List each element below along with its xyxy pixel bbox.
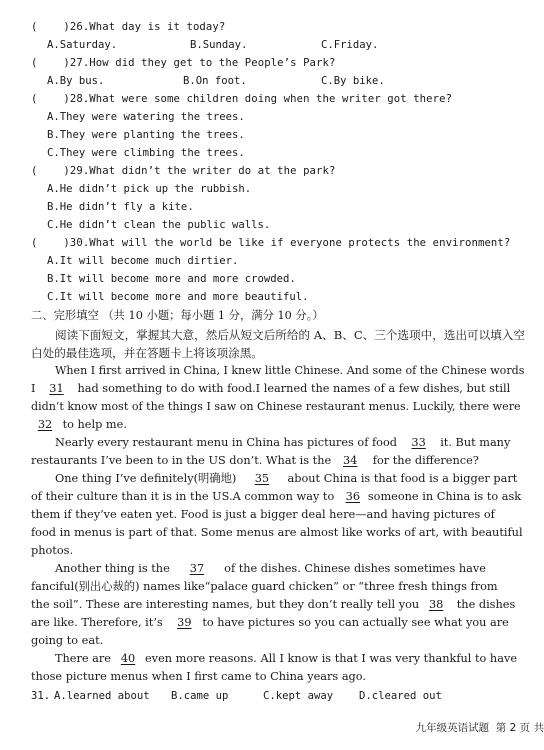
blank-37: 37 bbox=[189, 562, 205, 575]
instruction-line-2: 白处的最佳选项，并在答题卡上将该项涂黑。 bbox=[31, 346, 263, 360]
passage-line: them if they’ve eaten yet. Food is just a bigger deal here—and having pictures of bbox=[31, 508, 495, 521]
passage-text: someone in China is to ask bbox=[367, 490, 522, 503]
blank-32: 32 bbox=[37, 418, 53, 431]
blank-33: 33 bbox=[411, 436, 426, 449]
q27-option-b: B.On foot. bbox=[183, 75, 247, 87]
blank-34: 34 bbox=[343, 454, 358, 467]
instruction-line-1: 阅读下面短文，掌握其大意，然后从短文后所给的 A、B、C、三个选项中，选出可以填入空 bbox=[55, 328, 526, 342]
passage-line: photos. bbox=[31, 544, 74, 557]
passage-text: to have pictures so you can actually see what you are bbox=[202, 616, 509, 629]
q31-option-a: A.learned about bbox=[54, 690, 150, 702]
q28-option-b: B.They were planting the trees. bbox=[47, 129, 245, 141]
q30-option-a: A.It will become much dirtier. bbox=[47, 255, 239, 267]
q27-option-c: C.By bike. bbox=[321, 75, 385, 87]
q30-option-c: C.It will become more and more beautiful. bbox=[47, 291, 309, 303]
passage-text: restaurants I’ve been to in the US don’t. What is the bbox=[31, 454, 332, 467]
blank-36: 36 bbox=[345, 490, 361, 503]
q26-option-b: B.Sunday. bbox=[190, 39, 248, 51]
q27-option-a: A.By bus. bbox=[47, 75, 105, 87]
passage-text: Nearly every restaurant menu in China has pictures of food bbox=[55, 436, 397, 449]
passage-text: Another thing is the bbox=[55, 562, 170, 575]
question-28-stem: ( )28.What were some children doing when the writer got there? bbox=[31, 93, 453, 105]
passage-line: food in menus is part of that. Some menus are almost like works of art, with beautiful bbox=[31, 526, 523, 539]
passage-text: the dishes bbox=[456, 598, 516, 611]
passage-line bbox=[31, 598, 515, 612]
passage-text: to help me. bbox=[62, 418, 127, 431]
page-footer: 九年级英语试题 第 2 页 共 bbox=[415, 722, 544, 734]
passage-text: for the difference? bbox=[372, 454, 479, 467]
passage-line bbox=[31, 490, 521, 504]
passage-text: There are bbox=[55, 652, 111, 665]
q31-option-d: D.cleared out bbox=[359, 690, 442, 702]
passage-line bbox=[55, 562, 486, 576]
q26-option-a: A.Saturday. bbox=[47, 39, 118, 51]
passage-text: the soil”. These are interesting names, but they don’t really tell you bbox=[31, 598, 420, 611]
passage-line: didn’t know most of the things I saw on Chinese restaurant menus. Luckily, there were bbox=[31, 400, 521, 413]
blank-31: 31 bbox=[49, 382, 64, 395]
section-heading: 二、完形填空 （共 10 小题；每小题 1 分，满分 10 分。） bbox=[31, 309, 324, 322]
q31-option-c: C.kept away bbox=[263, 690, 334, 702]
passage-text: even more reasons. All I know is that I was very thankful to have bbox=[145, 652, 518, 665]
passage-line bbox=[31, 616, 509, 630]
passage-text: of their culture than it is in the US.A common way to bbox=[31, 490, 335, 503]
blank-40: 40 bbox=[120, 652, 136, 665]
passage-text: are like. Therefore, it’s bbox=[31, 616, 163, 629]
passage-line: going to eat. bbox=[31, 634, 104, 647]
q29-option-c: C.He didn’t clean the public walls. bbox=[47, 219, 271, 231]
q28-option-c: C.They were climbing the trees. bbox=[47, 147, 245, 159]
q29-option-a: A.He didn’t pick up the rubbish. bbox=[47, 183, 252, 195]
question-26-stem: ( )26.What day is it today? bbox=[31, 21, 226, 33]
passage-text: of the dishes. Chinese dishes sometimes have bbox=[224, 562, 486, 575]
question-29-stem: ( )29.What didn’t the writer do at the park? bbox=[31, 165, 336, 177]
blank-35: 35 bbox=[254, 472, 270, 485]
passage-line bbox=[31, 454, 479, 468]
question-27-stem: ( )27.How did they get to the People’s Park? bbox=[31, 57, 336, 69]
q31-option-b: B.came up bbox=[171, 690, 229, 702]
passage-text: I bbox=[31, 382, 36, 395]
passage-text: it. But many bbox=[440, 436, 511, 449]
q26-option-c: C.Friday. bbox=[321, 39, 379, 51]
passage-text: had something to do with food.I learned the names of a few dishes, but still bbox=[77, 382, 511, 395]
passage-line: those picture menus when I first came to China years ago. bbox=[31, 670, 366, 683]
passage-line bbox=[55, 652, 517, 666]
q29-option-b: B.He didn’t fly a kite. bbox=[47, 201, 194, 213]
q31-number: 31. bbox=[31, 690, 51, 702]
passage-line: When I first arrived in China, I knew little Chinese. And some of the Chinese words bbox=[55, 364, 525, 377]
q30-option-b: B.It will become more and more crowded. bbox=[47, 273, 296, 285]
passage-line bbox=[55, 472, 517, 486]
passage-text: about China is that food is a bigger part bbox=[287, 472, 518, 485]
q28-option-a: A.They were watering the trees. bbox=[47, 111, 245, 123]
blank-38: 38 bbox=[428, 598, 444, 611]
blank-39: 39 bbox=[177, 616, 192, 629]
passage-line bbox=[55, 436, 510, 450]
passage-text: One thing I’ve definitely(明确地) bbox=[55, 472, 237, 485]
passage-line bbox=[31, 418, 127, 432]
passage-line: fanciful(别出心裁的) names like“palace guard chicken” or “three fresh things from bbox=[31, 580, 498, 593]
passage-line bbox=[31, 382, 510, 396]
question-30-stem: ( )30.What will the world be like if everyone protects the environment? bbox=[31, 237, 511, 249]
